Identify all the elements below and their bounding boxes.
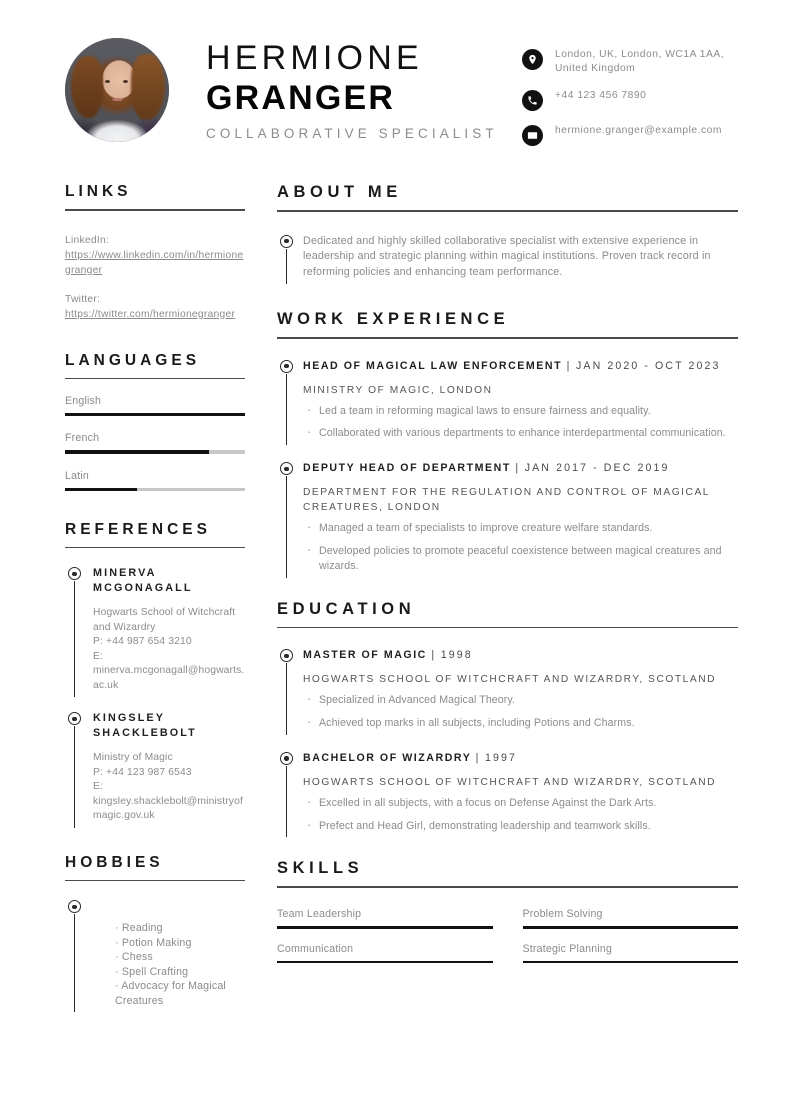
about-text: Dedicated and highly skilled collaborative specialist with extensive experience in leadership and strategic planning within magical institutions. Proven track record in reforming policies and enhancing team performance. [303,234,711,278]
about-item [277,234,738,281]
education-degree-line [303,648,738,663]
work-organization: MINISTRY OF MAGIC, LONDON [303,384,493,396]
language-level-track [65,413,245,416]
resume-header [0,0,794,159]
work-role: DEPUTY HEAD OF DEPARTMENT [303,462,511,475]
section-rule-skills [277,886,738,888]
work-bullets [303,521,738,573]
work-role: HEAD OF MAGICAL LAW ENFORCEMENT [303,359,563,372]
education-dates: 1997 [484,751,517,764]
skill-level-fill [523,926,739,929]
skill-item [523,943,739,964]
timeline-line [286,766,287,838]
work-dates: JAN 2017 - DEC 2019 [524,462,670,475]
work-role-line [303,359,738,374]
language-name: French [65,432,100,445]
section-title-skills: SKILLS [277,859,364,878]
skill-level-fill [523,961,739,964]
language-item [65,395,245,416]
hobbies-item [65,899,245,1008]
skill-level-track [523,926,739,929]
language-name: Latin [65,469,89,482]
education-bullet: · Excelled in all subjects, with a focus on Defense Against the Dark Arts. [303,796,738,811]
job-title: COLLABORATIVE SPECIALIST [206,125,498,141]
timeline-dot-icon [280,752,293,765]
link-label: LinkedIn: [65,234,110,246]
reference-item [65,566,245,693]
timeline-dot-icon [280,462,293,475]
last-name: GRANGER [206,78,396,117]
education-school: HOGWARTS SCHOOL OF WITCHCRAFT AND WIZARDRY, SCOTLAND [303,674,717,686]
section-rule-about [277,210,738,212]
education-bullet: · Specialized in Advanced Magical Theory. [303,693,738,708]
link-url[interactable]: https://twitter.com/hermionegranger [65,308,236,320]
section-title-references: REFERENCES [65,520,211,538]
education-bullets [303,796,738,834]
resume-body [0,159,794,1008]
timeline-line [286,663,287,735]
link-url[interactable]: https://www.linkedin.com/in/hermionegranger [65,249,244,276]
main-content [277,183,738,1008]
education-dates: 1998 [440,649,473,662]
section-languages [65,352,245,491]
timeline-line [74,581,75,697]
avatar-eye-left [105,80,110,83]
section-skills [277,859,738,977]
education-separator: | [431,649,437,662]
hobby-list-item: · Chess [115,951,153,964]
work-separator: | [566,359,572,372]
language-level-track [65,488,245,491]
work-bullet: · Managed a team of specialists to improve creature welfare standards. [303,521,738,536]
link-label: Twitter: [65,293,101,305]
timeline-line [286,249,287,285]
skill-name: Strategic Planning [522,942,613,955]
hobby-list-item: · Reading [115,922,163,935]
skills-column-left [277,908,493,977]
hobby-list-item: · Potion Making [115,936,192,949]
education-school: HOGWARTS SCHOOL OF WITCHCRAFT AND WIZARDRY, SCOTLAND [303,776,717,788]
contact-location-text: London, UK, London, WC1A 1AA, United Kingdom [555,49,725,74]
skills-column-right [523,908,739,977]
work-bullet: · Led a team in reforming magical laws to ensure fairness and equality. [303,404,738,419]
reference-name: MINERVA MCGONAGALL [93,567,193,595]
reference-item [65,711,245,824]
work-organization: DEPARTMENT FOR THE REGULATION AND CONTROL OF MAGICAL CREATURES, LONDON [303,487,710,514]
skill-level-fill [277,926,493,929]
work-bullet: · Collaborated with various departments to enhance interdepartmental communication. [303,426,738,441]
timeline-line [74,914,75,1012]
contact-phone-text: +44 123 456 7890 [555,90,647,101]
timeline-dot-icon [68,900,81,913]
language-level-fill [65,413,245,416]
skill-level-track [277,961,493,964]
language-name: English [65,395,102,408]
work-role-line [303,461,738,476]
links-list [65,233,245,322]
sidebar [65,183,245,1008]
location-pin-icon [522,49,543,70]
timeline-line [286,374,287,446]
section-references [65,521,245,824]
timeline-line [286,476,287,577]
avatar [65,38,169,142]
section-rule-work [277,337,738,339]
education-bullets [303,693,738,731]
skill-item [523,908,739,929]
section-hobbies [65,854,245,1009]
name-block [169,38,522,141]
section-education [277,600,738,834]
avatar-hair-left [71,56,103,118]
skill-item [277,943,493,964]
work-dates: JAN 2020 - OCT 2023 [576,359,721,372]
reference-name: KINGSLEY SHACKLEBOLT [93,712,197,740]
contact-row-phone [522,89,738,111]
skills-grid [277,908,738,977]
skill-level-fill [277,961,493,964]
work-bullets [303,404,738,442]
education-degree: MASTER OF MAGIC [303,649,427,662]
section-rule-education [277,627,738,629]
skill-name: Communication [277,942,354,955]
section-rule-links [65,209,245,211]
link-item [65,292,245,322]
language-item [65,432,245,453]
skill-item [277,908,493,929]
section-title-work: WORK EXPERIENCE [277,310,510,329]
contact-list [522,38,738,159]
work-item [277,461,738,573]
reference-details: Hogwarts School of Witchcraft and Wizardry P: +44 987 654 3210 E: minerva.mcgonagall@hogwarts.ac.uk [93,607,245,691]
section-title-hobbies: HOBBIES [65,853,164,871]
language-level-track [65,450,245,453]
contact-row-email [522,124,738,146]
section-title-languages: LANGUAGES [65,351,201,369]
language-item [65,470,245,491]
section-title-education: EDUCATION [277,599,416,618]
education-bullet: · Achieved top marks in all subjects, including Potions and Charms. [303,716,738,731]
timeline-line [74,726,75,828]
section-title-about: ABOUT ME [277,183,402,201]
first-name: HERMIONE [206,39,423,77]
contact-row-location [522,48,738,76]
contact-email-text: hermione.granger@example.com [555,125,722,136]
section-rule-languages [65,378,245,380]
education-degree: BACHELOR OF WIZARDRY [303,751,472,764]
section-rule-hobbies [65,880,245,882]
reference-details: Ministry of Magic P: +44 123 987 6543 E: kingsley.shacklebolt@ministryofmagic.gov.uk [93,752,243,822]
timeline-dot-icon [280,235,293,248]
avatar-eye-right [123,80,128,83]
work-item [277,359,738,442]
hobby-list [93,899,245,1008]
skill-level-track [523,961,739,964]
avatar-mouth [112,98,123,101]
work-separator: | [515,462,521,475]
education-bullet: · Prefect and Head Girl, demonstrating leadership and teamwork skills. [303,819,738,834]
education-degree-line [303,751,738,766]
work-bullet: · Developed policies to promote peaceful coexistence between magical creatures and wizards. [303,544,738,574]
link-item [65,233,245,278]
timeline-dot-icon [68,712,81,725]
section-work-experience [277,310,738,574]
section-title-links: LINKS [65,183,132,200]
skill-level-track [277,926,493,929]
section-about [277,183,738,280]
column-gap [245,183,277,1008]
phone-icon [522,90,543,111]
hobby-list-item: · Spell Crafting [115,965,189,978]
timeline-dot-icon [280,360,293,373]
hobby-list-item: · Advocacy for Magical Creatures [115,980,226,1007]
skill-name: Team Leadership [277,908,362,921]
education-separator: | [475,751,481,764]
section-links [65,183,245,322]
timeline-dot-icon [280,649,293,662]
email-icon [522,125,543,146]
language-level-fill [65,450,209,453]
language-level-fill [65,488,137,491]
education-item [277,648,738,731]
skill-name: Problem Solving [522,908,603,921]
education-item [277,751,738,834]
section-rule-references [65,547,245,549]
timeline-dot-icon [68,567,81,580]
